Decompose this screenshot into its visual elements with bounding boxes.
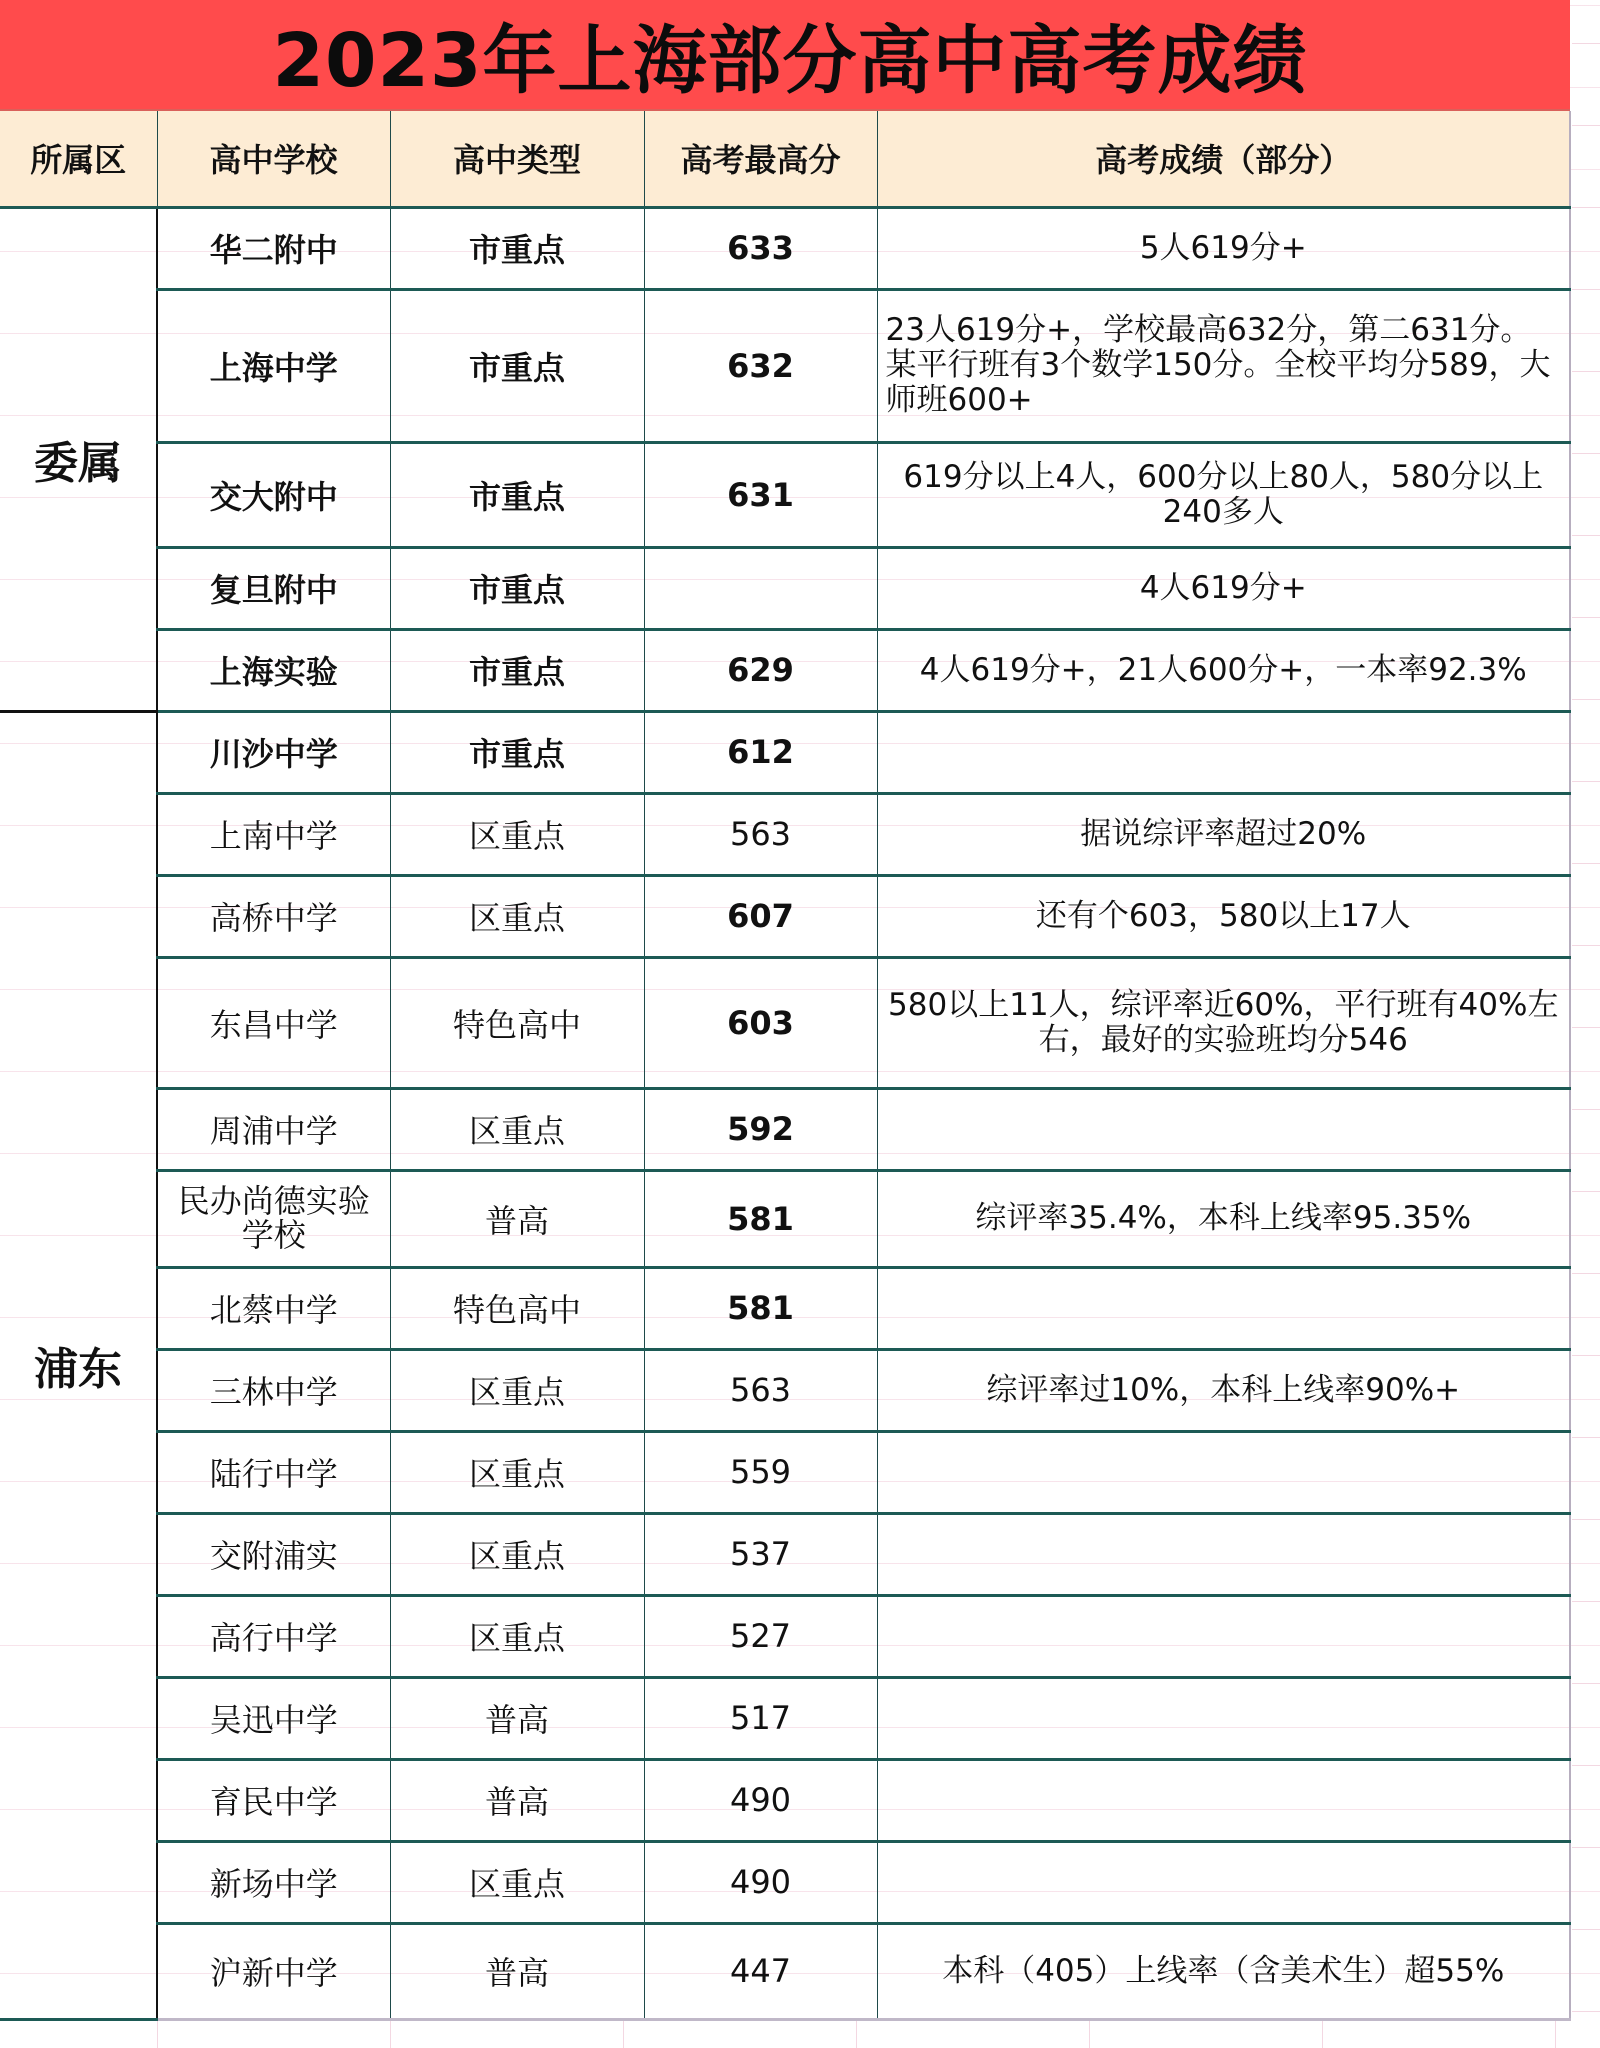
- school-cell: 上海中学: [157, 289, 390, 442]
- note-cell: [877, 1088, 1570, 1170]
- note-cell: 23人619分+，学校最高632分，第二631分。某平行班有3个数学150分。全校平均分589，大师班600+: [877, 289, 1570, 442]
- score-cell: 612: [644, 711, 877, 793]
- school-cell: 北蔡中学: [157, 1267, 390, 1349]
- table-row: [0, 1513, 1570, 1595]
- type-cell: 市重点: [390, 442, 644, 547]
- score-cell: 607: [644, 875, 877, 957]
- school-cell: 新场中学: [157, 1841, 390, 1923]
- district-cell: 浦东: [0, 711, 157, 2019]
- score-cell: 581: [644, 1170, 877, 1267]
- score-cell: [644, 547, 877, 629]
- school-cell: 三林中学: [157, 1349, 390, 1431]
- table-row: [0, 1267, 1570, 1349]
- type-cell: 市重点: [390, 711, 644, 793]
- note-cell: [877, 1267, 1570, 1349]
- type-cell: 普高: [390, 1677, 644, 1759]
- table-row: [0, 1349, 1570, 1431]
- note-cell: 据说综评率超过20%: [877, 793, 1570, 875]
- table-row: [0, 957, 1570, 1088]
- type-cell: 市重点: [390, 547, 644, 629]
- table-row: [0, 547, 1570, 629]
- note-cell: [877, 1841, 1570, 1923]
- school-cell: 沪新中学: [157, 1923, 390, 2019]
- district-cell: 委属: [0, 207, 157, 711]
- school-cell: 育民中学: [157, 1759, 390, 1841]
- header-district: 所属区: [0, 111, 157, 207]
- note-cell: 综评率35.4%，本科上线率95.35%: [877, 1170, 1570, 1267]
- type-cell: 区重点: [390, 793, 644, 875]
- type-cell: 区重点: [390, 1595, 644, 1677]
- school-cell: 周浦中学: [157, 1088, 390, 1170]
- note-cell: [877, 711, 1570, 793]
- header-type: 高中类型: [390, 111, 644, 207]
- table-row: [0, 442, 1570, 547]
- school-cell: 东昌中学: [157, 957, 390, 1088]
- score-cell: 527: [644, 1595, 877, 1677]
- note-cell: [877, 1431, 1570, 1513]
- title-banner: [0, 0, 1570, 111]
- school-cell: 吴迅中学: [157, 1677, 390, 1759]
- note-cell: [877, 1759, 1570, 1841]
- header-results: 高考成绩（部分）: [877, 111, 1570, 207]
- school-cell: 陆行中学: [157, 1431, 390, 1513]
- header-school: 高中学校: [157, 111, 390, 207]
- score-cell: 592: [644, 1088, 877, 1170]
- score-cell: 603: [644, 957, 877, 1088]
- table-row: [0, 1170, 1570, 1267]
- type-cell: 区重点: [390, 1349, 644, 1431]
- table-row: [0, 1595, 1570, 1677]
- sheet-gridlines-bottom: [0, 2020, 1600, 2048]
- school-cell: 华二附中: [157, 207, 390, 289]
- note-cell: 4人619分+，21人600分+，一本率92.3%: [877, 629, 1570, 711]
- score-cell: 490: [644, 1759, 877, 1841]
- type-cell: 区重点: [390, 1088, 644, 1170]
- school-cell: 民办尚德实验学校: [157, 1170, 390, 1267]
- note-cell: 5人619分+: [877, 207, 1570, 289]
- score-cell: 629: [644, 629, 877, 711]
- score-cell: 563: [644, 1349, 877, 1431]
- table-row: [0, 1759, 1570, 1841]
- type-cell: 区重点: [390, 1513, 644, 1595]
- table-row: [0, 1841, 1570, 1923]
- score-cell: 633: [644, 207, 877, 289]
- note-cell: 580以上11人，综评率近60%，平行班有40%左右，最好的实验班均分546: [877, 957, 1570, 1088]
- score-cell: 563: [644, 793, 877, 875]
- type-cell: 普高: [390, 1759, 644, 1841]
- note-cell: 本科（405）上线率（含美术生）超55%: [877, 1923, 1570, 2019]
- note-cell: [877, 1513, 1570, 1595]
- table-row: [0, 1431, 1570, 1513]
- score-cell: 490: [644, 1841, 877, 1923]
- type-cell: 特色高中: [390, 1267, 644, 1349]
- note-cell: [877, 1677, 1570, 1759]
- type-cell: 市重点: [390, 289, 644, 442]
- type-cell: 特色高中: [390, 957, 644, 1088]
- table-row: [0, 1923, 1570, 2019]
- score-cell: 447: [644, 1923, 877, 2019]
- school-cell: 上南中学: [157, 793, 390, 875]
- scores-table: [0, 111, 1571, 2021]
- note-cell: 还有个603，580以上17人: [877, 875, 1570, 957]
- table-row: [0, 1088, 1570, 1170]
- type-cell: 区重点: [390, 875, 644, 957]
- score-cell: 517: [644, 1677, 877, 1759]
- note-cell: [877, 1595, 1570, 1677]
- type-cell: 普高: [390, 1923, 644, 2019]
- school-cell: 高行中学: [157, 1595, 390, 1677]
- note-cell: 619分以上4人，600分以上80人，580分以上240多人: [877, 442, 1570, 547]
- score-cell: 632: [644, 289, 877, 442]
- school-cell: 交附浦实: [157, 1513, 390, 1595]
- type-cell: 市重点: [390, 629, 644, 711]
- table-row: [0, 207, 1570, 289]
- table-row: [0, 289, 1570, 442]
- table-row: [0, 1677, 1570, 1759]
- table-row: [0, 629, 1570, 711]
- score-cell: 559: [644, 1431, 877, 1513]
- type-cell: 区重点: [390, 1431, 644, 1513]
- table-row: [0, 875, 1570, 957]
- school-cell: 复旦附中: [157, 547, 390, 629]
- header-top-score: 高考最高分: [644, 111, 877, 207]
- note-cell: 4人619分+: [877, 547, 1570, 629]
- school-cell: 高桥中学: [157, 875, 390, 957]
- table-row: [0, 793, 1570, 875]
- score-cell: 631: [644, 442, 877, 547]
- school-cell: 交大附中: [157, 442, 390, 547]
- type-cell: 区重点: [390, 1841, 644, 1923]
- school-cell: 上海实验: [157, 629, 390, 711]
- sheet-gridlines-right: [1572, 0, 1600, 2048]
- school-cell: 川沙中学: [157, 711, 390, 793]
- page-title: 2023年上海部分高中高考成绩: [272, 17, 1308, 104]
- type-cell: 普高: [390, 1170, 644, 1267]
- header-row: [0, 111, 1570, 207]
- score-cell: 581: [644, 1267, 877, 1349]
- note-cell: 综评率过10%，本科上线率90%+: [877, 1349, 1570, 1431]
- type-cell: 市重点: [390, 207, 644, 289]
- score-cell: 537: [644, 1513, 877, 1595]
- table-row: [0, 711, 1570, 793]
